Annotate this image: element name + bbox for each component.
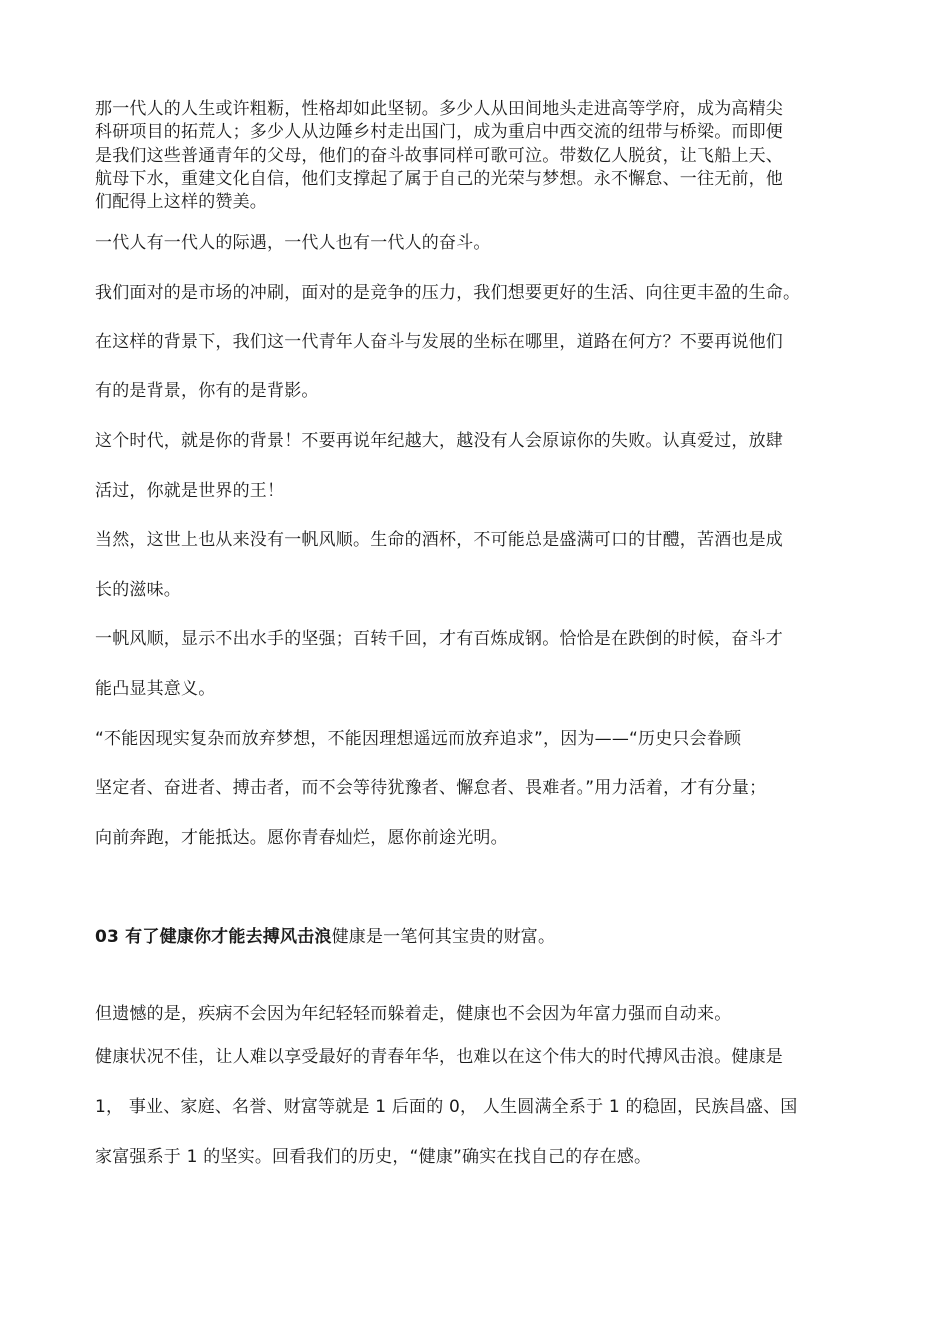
paragraph-line: 活过，你就是世界的王！ bbox=[95, 481, 285, 501]
paragraph-line: 科研项目的拓荒人；多少人从边陲乡村走出国门，成为重启中西交流的纽带与桥梁。而即便 bbox=[95, 122, 783, 142]
section-heading bbox=[95, 926, 555, 948]
paragraph-line: 有的是背景，你有的是背影。 bbox=[95, 381, 319, 401]
paragraph-line: 我们面对的是市场的冲刷，面对的是竞争的压力，我们想要更好的生活、向往更丰盈的生命。 bbox=[95, 283, 801, 303]
paragraph-line: 家富强系于 1 的坚实。回看我们的历史，“健康”确实在找自己的存在感。 bbox=[95, 1147, 652, 1167]
paragraph-line: 长的滋味。 bbox=[95, 580, 181, 600]
paragraph-line: 向前奔跑，才能抵达。愿你青春灿烂，愿你前途光明。 bbox=[95, 828, 508, 848]
paragraph-line: 能凸显其意义。 bbox=[95, 679, 216, 699]
paragraph-line: 一代人有一代人的际遇，一代人也有一代人的奋斗。 bbox=[95, 233, 491, 253]
paragraph-line: 在这样的背景下，我们这一代青年人奋斗与发展的坐标在哪里，道路在何方？不要再说他们 bbox=[95, 332, 783, 352]
section-heading-bold: 03 有了健康你才能去搏风击浪 bbox=[95, 927, 332, 947]
paragraph-line: 一帆风顺，显示不出水手的坚强；百转千回，才有百炼成钢。恰恰是在跌倒的时候，奋斗才 bbox=[95, 629, 783, 649]
paragraph-line: 航母下水，重建文化自信，他们支撑起了属于自己的光荣与梦想。永不懈怠、一往无前，他 bbox=[95, 169, 783, 189]
paragraph-line: 坚定者、奋进者、搏击者，而不会等待犹豫者、懈怠者、畏难者。”用力活着，才有分量； bbox=[95, 778, 767, 798]
paragraph-line: 那一代人的人生或许粗粝，性格却如此坚韧。多少人从田间地头走进高等学府，成为高精尖 bbox=[95, 99, 783, 119]
paragraph-line: 这个时代，就是你的背景！不要再说年纪越大，越没有人会原谅你的失败。认真爱过，放肆 bbox=[95, 431, 783, 451]
paragraph-line: “不能因现实复杂而放弃梦想，不能因理想遥远而放弃追求”，因为——“历史只会眷顾 bbox=[95, 729, 742, 749]
section-heading-rest: 健康是一笔何其宝贵的财富。 bbox=[331, 927, 556, 947]
paragraph-line: 当然，这世上也从来没有一帆风顺。生命的酒杯，不可能总是盛满可口的甘醴，苦酒也是成 bbox=[95, 530, 783, 550]
paragraph-line: 但遗憾的是，疾病不会因为年纪轻轻而躲着走，健康也不会因为年富力强而自动来。 bbox=[95, 1004, 732, 1024]
paragraph-line: 是我们这些普通青年的父母，他们的奋斗故事同样可歌可泣。带数亿人脱贫，让飞船上天、 bbox=[95, 146, 783, 166]
paragraph-line: 们配得上这样的赞美。 bbox=[95, 192, 267, 212]
paragraph-line: 健康状况不佳，让人难以享受最好的青春年华，也难以在这个伟大的时代搏风击浪。健康是 bbox=[95, 1047, 783, 1067]
paragraph-line: 1， 事业、家庭、名誉、财富等就是 1 后面的 0， 人生圆满全系于 1 的稳固，民族昌盛、国 bbox=[95, 1097, 798, 1117]
